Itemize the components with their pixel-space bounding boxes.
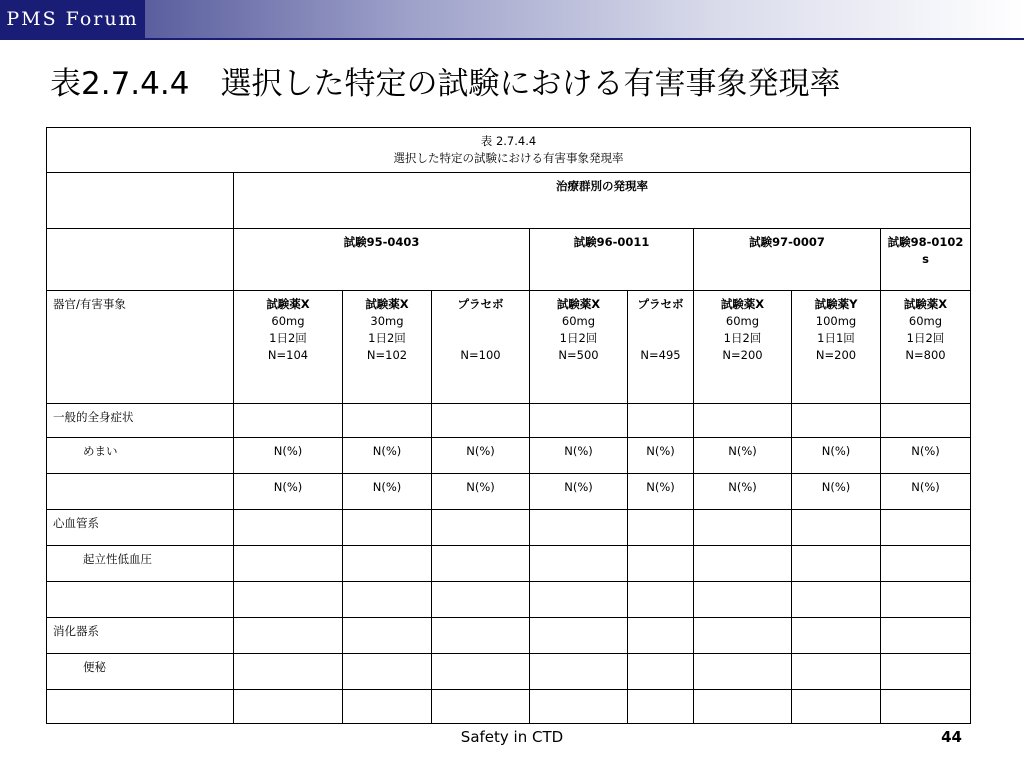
incidence-cell	[628, 404, 694, 438]
incidence-cell	[792, 618, 881, 654]
incidence-cell	[628, 618, 694, 654]
incidence-cell: N(%)	[694, 438, 792, 474]
incidence-cell	[530, 618, 628, 654]
arm-n: N=104	[267, 348, 309, 362]
arm-dose	[634, 313, 687, 330]
incidence-cell	[432, 690, 530, 724]
arm-n: N=495	[640, 348, 681, 362]
arm-name: 試験薬X	[720, 297, 765, 311]
treatment-arm-header	[432, 291, 530, 404]
incidence-cell	[628, 690, 694, 724]
incidence-cell	[432, 510, 530, 546]
arm-regimen: 1日1回	[817, 331, 855, 345]
adverse-event-label: 起立性低血圧	[47, 546, 234, 582]
arm-n: N=500	[558, 348, 599, 362]
incidence-cell	[343, 618, 432, 654]
incidence-cell	[234, 404, 343, 438]
incidence-cell	[881, 510, 971, 546]
incidence-cell	[628, 654, 694, 690]
arm-name: 試験薬X	[556, 297, 601, 311]
incidence-cell	[432, 654, 530, 690]
incidence-cell	[432, 582, 530, 618]
arm-regimen: 1日2回	[368, 331, 406, 345]
incidence-cell	[343, 546, 432, 582]
arm-n: N=102	[366, 348, 408, 362]
incidence-cell: N(%)	[792, 474, 881, 510]
incidence-cell: N(%)	[530, 474, 628, 510]
incidence-cell: N(%)	[792, 438, 881, 474]
incidence-cell	[530, 690, 628, 724]
arm-regimen	[634, 330, 687, 347]
arm-dose: 60mg	[561, 314, 596, 328]
arm-name: 試験薬X	[365, 297, 409, 311]
incidence-cell: N(%)	[432, 438, 530, 474]
arm-dose: 60mg	[725, 314, 760, 328]
incidence-cell	[628, 546, 694, 582]
incidence-cell	[792, 510, 881, 546]
incidence-cell	[530, 404, 628, 438]
table-row	[47, 474, 971, 510]
incidence-cell	[792, 690, 881, 724]
incidence-cell	[881, 404, 971, 438]
adverse-event-table	[46, 127, 971, 724]
table-row	[47, 618, 971, 654]
incidence-cell	[628, 510, 694, 546]
incidence-cell	[343, 654, 432, 690]
arm-dose: 60mg	[908, 314, 943, 328]
table-caption	[47, 128, 971, 173]
row-header-label: 器官/有害事象	[47, 291, 234, 404]
incidence-cell	[694, 546, 792, 582]
treatment-arm-header	[628, 291, 694, 404]
arm-regimen: 1日2回	[269, 331, 307, 345]
incidence-cell	[792, 404, 881, 438]
table-row	[47, 404, 971, 438]
arm-n: N=200	[815, 348, 857, 362]
arm-regimen: 1日2回	[906, 331, 945, 345]
table-row	[47, 654, 971, 690]
incidence-cell	[234, 510, 343, 546]
arm-dose: 60mg	[271, 314, 305, 328]
arm-regimen: 1日2回	[559, 331, 598, 345]
incidence-cell	[530, 582, 628, 618]
arm-dose	[438, 313, 523, 330]
table-caption-number: 表 2.7.4.4	[480, 134, 537, 148]
study-header: 試験97-0007	[694, 229, 881, 291]
incidence-cell	[234, 582, 343, 618]
incidence-cell	[792, 546, 881, 582]
incidence-cell	[432, 618, 530, 654]
arm-regimen	[438, 330, 523, 347]
table-row	[47, 510, 971, 546]
incidence-cell: N(%)	[628, 438, 694, 474]
incidence-cell: N(%)	[694, 474, 792, 510]
table-caption-title: 選択した特定の試験における有害事象発現率	[393, 151, 624, 165]
arm-dose: 100mg	[815, 314, 857, 328]
treatment-arm-header	[694, 291, 792, 404]
incidence-cell	[432, 404, 530, 438]
arm-name: 試験薬X	[903, 297, 948, 311]
incidence-cell	[694, 582, 792, 618]
header-gradient-band	[145, 0, 1024, 38]
incidence-cell: N(%)	[881, 438, 971, 474]
page-number: 44	[941, 728, 962, 746]
incidence-cell	[234, 690, 343, 724]
treatment-arm-header	[881, 291, 971, 404]
group-header: 治療群別の発現率	[234, 173, 971, 229]
treatment-arm-header	[792, 291, 881, 404]
organ-system-label: 心血管系	[47, 510, 234, 546]
adverse-event-label	[47, 582, 234, 618]
arm-name: 試験薬Y	[814, 297, 858, 311]
incidence-cell	[792, 582, 881, 618]
arm-regimen: 1日2回	[723, 331, 762, 345]
incidence-cell: N(%)	[234, 438, 343, 474]
incidence-cell	[694, 404, 792, 438]
incidence-cell	[234, 618, 343, 654]
incidence-cell	[343, 582, 432, 618]
arm-n: N=100	[460, 348, 501, 362]
incidence-cell: N(%)	[530, 438, 628, 474]
incidence-cell	[694, 654, 792, 690]
incidence-cell	[530, 546, 628, 582]
table-row	[47, 690, 971, 724]
incidence-cell	[881, 582, 971, 618]
treatment-arm-header	[343, 291, 432, 404]
incidence-cell	[530, 510, 628, 546]
blank-header-cell	[47, 173, 234, 229]
arm-n: N=200	[722, 348, 763, 362]
incidence-cell	[343, 510, 432, 546]
blank-header-cell	[47, 229, 234, 291]
arm-n: N=800	[905, 348, 946, 362]
arm-name: プラセボ	[637, 297, 684, 311]
study-header: 試験98-0102s	[881, 229, 971, 291]
incidence-cell	[234, 546, 343, 582]
table-row	[47, 546, 971, 582]
incidence-cell	[694, 510, 792, 546]
table-row	[47, 438, 971, 474]
incidence-cell	[530, 654, 628, 690]
organ-system-label: 消化器系	[47, 618, 234, 654]
incidence-cell: N(%)	[343, 474, 432, 510]
arm-name: 試験薬X	[266, 297, 310, 311]
brand-logo: PMS Forum	[0, 0, 145, 38]
incidence-cell	[432, 546, 530, 582]
incidence-cell: N(%)	[432, 474, 530, 510]
header-divider	[0, 38, 1024, 40]
adverse-event-label	[47, 690, 234, 724]
table-row	[47, 582, 971, 618]
slide-title: 表2.7.4.4 選択した特定の試験における有害事象発現率	[50, 66, 841, 102]
incidence-cell	[234, 654, 343, 690]
incidence-cell: N(%)	[881, 474, 971, 510]
arm-name: プラセボ	[457, 297, 504, 311]
adverse-event-label	[47, 474, 234, 510]
incidence-cell	[881, 618, 971, 654]
adverse-event-label: めまい	[47, 438, 234, 474]
incidence-cell	[343, 690, 432, 724]
adverse-event-label: 便秘	[47, 654, 234, 690]
organ-system-label: 一般的全身症状	[47, 404, 234, 438]
incidence-cell: N(%)	[628, 474, 694, 510]
incidence-cell	[628, 582, 694, 618]
incidence-cell: N(%)	[234, 474, 343, 510]
footer-text: Safety in CTD	[460, 728, 564, 746]
incidence-cell: N(%)	[343, 438, 432, 474]
treatment-arm-header	[234, 291, 343, 404]
study-header: 試験95-0403	[234, 229, 530, 291]
study-header: 試験96-0011	[530, 229, 694, 291]
incidence-cell	[881, 546, 971, 582]
incidence-cell	[881, 654, 971, 690]
incidence-cell	[792, 654, 881, 690]
incidence-cell	[343, 404, 432, 438]
incidence-cell	[694, 690, 792, 724]
incidence-cell	[694, 618, 792, 654]
arm-dose: 30mg	[370, 314, 404, 328]
treatment-arm-header	[530, 291, 628, 404]
incidence-cell	[881, 690, 971, 724]
